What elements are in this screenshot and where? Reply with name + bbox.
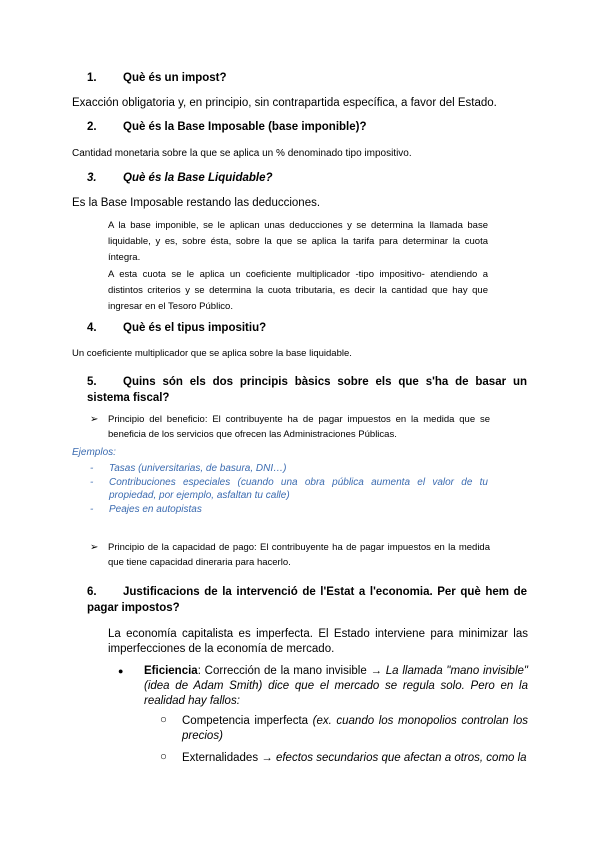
question-number: 4.: [87, 322, 97, 334]
efficiency-content: [118, 664, 528, 709]
answer-3-paragraph-2: A esta cuota se le aplica un coeficiente multiplicador -tipo impositivo- atendiendo a distintos criterios y se determina la cuota tributaria, es decir la cantidad que hay que ingresar en el Tesoro Público.: [108, 269, 488, 312]
sub-bullet-italic: (ex. cuando los monopolios controlan los precios): [182, 715, 528, 742]
principle-benefit: [90, 412, 490, 442]
principle-benefit-text: Principio del beneficio: El contribuyente ha de pagar impuestos en la medida que se beneficia de los servicios que ofrecen las Administraciones Públicas.: [108, 414, 490, 440]
principle-ability-text: Principio de la capacidad de pago: El contribuyente ha de pagar impuestos en la medida que tiene capacidad dineraria para hacerlo.: [108, 542, 490, 568]
question-5: [87, 374, 527, 406]
sub-bullet-content: [160, 751, 528, 766]
sub-bullet-italic: efectos secundarios que afectan a otros, como la: [275, 752, 527, 764]
question-4: [87, 322, 527, 338]
example-text: Contribuciones especiales (cuando una obra pública aumenta el valor de tu propiedad, por ejemplo, asfaltan tu calle): [109, 477, 488, 501]
question-6: [87, 584, 527, 616]
question-title: Què és un impost?: [123, 72, 227, 84]
answer-4: Un coeficiente multiplicador que se aplica sobre la base liquidable.: [72, 348, 352, 359]
question-title: Quins són els dos principis bàsics sobre els que s'ha de basar un sistema fiscal?: [87, 376, 527, 404]
sub-bullet-text: Externalidades →: [182, 752, 276, 764]
principle-ability-to-pay: [90, 540, 490, 570]
efficiency-bullet: [118, 664, 528, 709]
examples-label: Ejemplos:: [72, 447, 116, 458]
list-item: [90, 462, 488, 475]
sub-bullet-text: Competencia imperfecta: [182, 715, 313, 727]
sub-bullet-externalities: [160, 751, 528, 766]
question-number: 3.: [87, 172, 97, 184]
arrow-bullet-icon: ➢: [90, 414, 99, 425]
circle-bullet-icon: ○: [160, 714, 167, 726]
sub-bullet-content: [160, 714, 528, 744]
circle-bullet-icon: ○: [160, 751, 167, 763]
question-3: [87, 172, 527, 188]
answer-3-paragraph-1: A la base imponible, se le aplican unas deducciones y se determina la llamada base liquidable, y es, sobre ésta, sobre la que se aplica la tarifa para determinar la cuota íntegra.: [108, 220, 488, 263]
sub-bullet-competition: [160, 714, 528, 744]
arrow-bullet-icon: ➢: [90, 542, 99, 553]
question-1: [87, 72, 527, 88]
examples-list: [90, 462, 488, 516]
example-text: Tasas (universitarias, de basura, DNI…): [109, 463, 287, 474]
question-2: [87, 121, 527, 137]
question-number: 2.: [87, 121, 97, 133]
question-number: 6.: [87, 586, 97, 598]
list-item: [90, 476, 488, 502]
example-text: Peajes en autopistas: [109, 504, 202, 515]
question-title: Què és la Base Liquidable?: [123, 172, 273, 184]
answer-2: Cantidad monetaria sobre la que se aplica un % denominado tipo impositivo.: [72, 148, 412, 159]
question-title: Justificacions de la intervenció de l'Estat a l'economia. Per què hem de pagar impostos?: [87, 586, 527, 614]
dash-bullet: -: [90, 463, 94, 474]
list-item: [90, 503, 488, 516]
answer-6: La economía capitalista es imperfecta. El Estado interviene para minimizar las imperfecciones de la economía de mercado.: [108, 628, 528, 655]
question-title: Què és la Base Imposable (base imponible)?: [123, 121, 367, 133]
dash-bullet: -: [90, 504, 94, 515]
question-title: Què és el tipus impositiu?: [123, 322, 267, 334]
dash-bullet: -: [90, 477, 94, 488]
answer-1: Exacción obligatoria y, en principio, sin contrapartida específica, a favor del Estado.: [72, 97, 497, 109]
answer-3: Es la Base Imposable restando las deducciones.: [72, 197, 321, 209]
efficiency-italic: La llamada "mano invisible" (idea de Adam Smith) dice que el mercado se regula solo. Pero en la realidad hay fallos:: [144, 665, 528, 707]
question-number: 5.: [87, 376, 97, 388]
efficiency-label: Eficiencia: [144, 665, 198, 677]
efficiency-text: : Corrección de la mano invisible →: [197, 665, 386, 677]
disc-bullet-icon: ●: [118, 666, 124, 676]
question-number: 1.: [87, 72, 97, 84]
